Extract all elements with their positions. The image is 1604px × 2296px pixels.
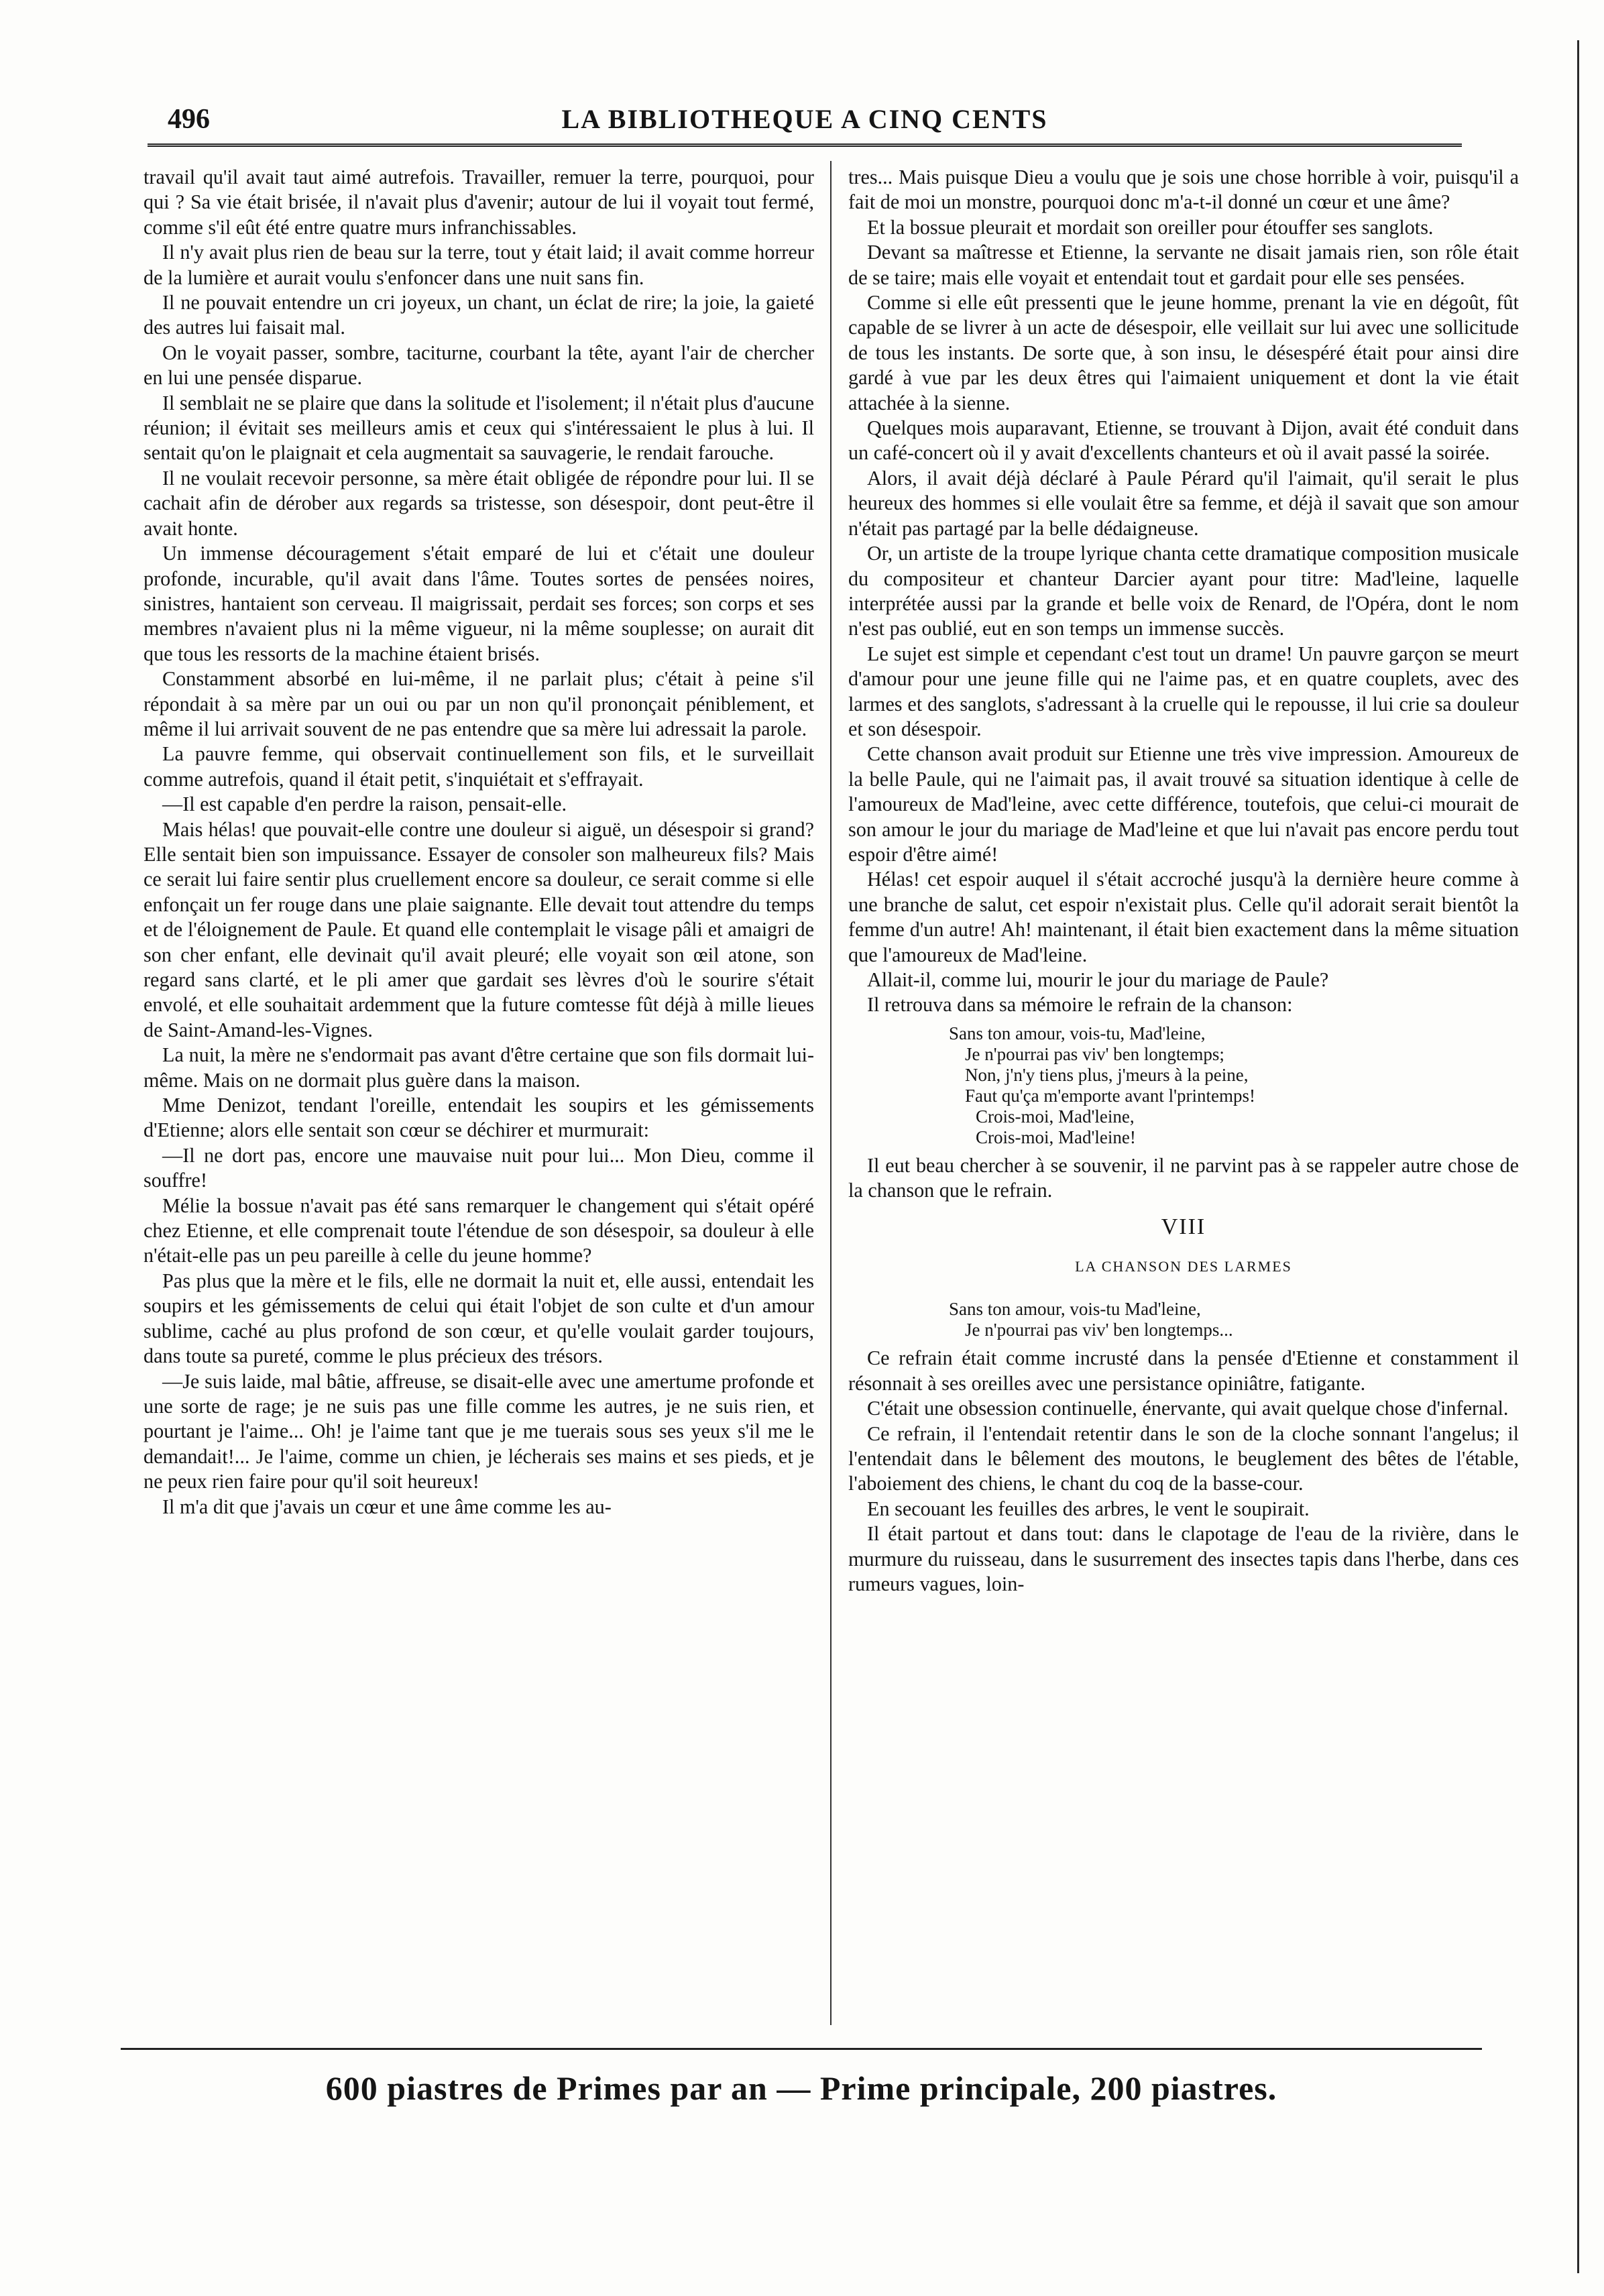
paragraph: C'était une obsession continuelle, énervante, qui avait quelque chose d'infernal. [867, 1397, 1509, 1420]
left-column [144, 165, 814, 2022]
paragraph: Or, un artiste de la troupe lyrique chanta cette dramatique composition musicale du compositeur et chanteur Darcier ayant pour titre: Mad'leine, laquelle interprétée aussi par la grande et belle voix de Renard, de l'Opéra, dont le nom n'est pas oublié, eut en son temps un immense succès. [848, 542, 1519, 640]
verse-line: Non, j'n'y tiens plus, j'meurs à la peine, [965, 1064, 1249, 1085]
page-edge-line [1577, 40, 1579, 2273]
paragraph: Mme Denizot, tendant l'oreille, entendait les soupirs et les gémissements d'Etienne; alors elle sentait son cœur se déchirer et murmurait: [144, 1094, 814, 1142]
verse-line: Crois-moi, Mad'leine! [976, 1127, 1136, 1147]
right-column [848, 165, 1519, 2022]
paragraph: Et la bossue pleurait et mordait son oreiller pour étouffer ses sanglots. [867, 215, 1434, 239]
header-rule [148, 144, 1462, 147]
paragraph: On le voyait passer, sombre, taciturne, courbant la tête, ayant l'air de chercher en lui une pensée disparue. [144, 341, 814, 390]
paragraph: Il ne voulait recevoir personne, sa mère était obligée de répondre pour lui. Il se cachait afin de dérober aux regards sa tristesse, son désespoir, dont peut-être il avait honte. [144, 466, 814, 540]
verse-line: Je n'pourrai pas viv' ben longtemps... [965, 1320, 1233, 1340]
paragraph: Un immense découragement s'était emparé de lui et c'était une douleur profonde, incurable, qu'il avait dans l'âme. Toutes sortes de pensées noires, sinistres, hantaient son cerveau. Il maigrissait, perdait ses forces; son corps et ses membres n'avaient plus ni la même vigueur, ni la même souplesse; on aurait dit que tous les ressorts de la machine étaient brisés. [144, 542, 814, 665]
page-number: 496 [168, 104, 210, 135]
paragraph: —Il est capable d'en perdre la raison, pensait-elle. [162, 793, 567, 816]
verse-line: Je n'pourrai pas viv' ben longtemps; [965, 1043, 1224, 1064]
paragraph: —Il ne dort pas, encore une mauvaise nuit pour lui... Mon Dieu, comme il souffre! [144, 1143, 814, 1192]
paragraph: En secouant les feuilles des arbres, le vent le soupirait. [867, 1497, 1310, 1520]
paragraph: Il n'y avait plus rien de beau sur la terre, tout y était laid; il avait comme horreur de la lumière et aurait voulu s'enfoncer dans une nuit sans fin. [144, 241, 814, 289]
paragraph: Ce refrain était comme incrusté dans la pensée d'Etienne et constamment il résonnait à ses oreilles avec une persistance opiniâtre, fatigante. [848, 1346, 1519, 1395]
footer-advertisement: 600 piastres de Primes par an — Prime principale, 200 piastres. [325, 2069, 1277, 2107]
paragraph: La pauvre femme, qui observait continuellement son fils, et le surveillait comme autrefois, quand il était petit, s'inquiétait et s'effrayait. [144, 742, 814, 791]
paragraph: Mélie la bossue n'avait pas été sans remarquer le changement qui s'était opéré chez Etienne, et elle comprenait toute l'étendue de son désespoir, sa douleur à elle n'était-elle pas un peu pareille à celle du jeune homme? [144, 1194, 814, 1267]
verse-line: Sans ton amour, vois-tu Mad'leine, [949, 1299, 1201, 1320]
paragraph: Devant sa maîtresse et Etienne, la servante ne disait jamais rien, son rôle était de se taire; mais elle voyait et entendait tout et gardait pour elle ses pensées. [848, 241, 1519, 289]
footer-rule [121, 2048, 1482, 2050]
paragraph: Allait-il, comme lui, mourir le jour du mariage de Paule? [867, 968, 1329, 991]
paragraph: tres... Mais puisque Dieu a voulu que je sois une chose horrible à voir, puisqu'il a fait de moi un monstre, pourquoi donc m'a-t-il donné un cœur et une âme? [848, 166, 1519, 214]
page-header [148, 101, 1462, 138]
chapter-number: VIII [1161, 1214, 1206, 1239]
paragraph: Pas plus que la mère et le fils, elle ne dormait la nuit et, elle aussi, entendait les soupirs et les gémissements de celui qui était l'objet de son culte et d'un amour sublime, caché au plus profond de son cœur, et qu'elle voulait garder toujours, dans toute sa pureté, comme le plus précieux des trésors. [144, 1269, 814, 1368]
paragraph: Comme si elle eût pressenti que le jeune homme, prenant la vie en dégoût, fût capable de se livrer à un acte de désespoir, elle veillait sur lui avec une sollicitude de tous les instants. De sorte que, à son insu, le désespéré était pour ainsi dire gardé à vue par les deux êtres qui l'aimaient uniquement et dont la vie était attachée à la sienne. [848, 291, 1519, 414]
paragraph: Le sujet est simple et cependant c'est tout un drame! Un pauvre garçon se meurt d'amour pour une jeune fille qui ne l'aime pas, et en quatre couplets, avec des larmes et des sanglots, s'adressant à la cruelle qui le repousse, il lui crie sa douleur et son désespoir. [848, 642, 1519, 740]
verse-line: Faut qu'ça m'emporte avant l'printemps! [965, 1085, 1255, 1106]
paragraph: Il semblait ne se plaire que dans la solitude et l'isolement; il n'était plus d'aucune réunion; il évitait ses meilleurs amis et ceux qui s'intéressaient le plus à lui. Il sentait qu'on le plaignait et cela augmentait sa sauvagerie, le rendait farouche. [144, 391, 814, 465]
verse-line: Crois-moi, Mad'leine, [976, 1106, 1135, 1127]
paragraph: —Je suis laide, mal bâtie, affreuse, se disait-elle avec une amertume profonde et une sorte de rage; je ne suis pas une fille comme les autres, je ne suis rien, et pourtant je l'aime... Oh! je l'aime tant que je me tuerais sous ses yeux s'il me le demandait!... Je l'aime, comme un chien, je lécherais ses mains et ses pieds, et je ne peux rien faire pour qu'il soit heureux! [144, 1369, 814, 1493]
paragraph: Il eut beau chercher à se souvenir, il ne parvint pas à se rappeler autre chose de la chanson que le refrain. [848, 1153, 1519, 1202]
song-refrain [949, 1023, 1519, 1148]
running-title: LA BIBLIOTHEQUE A CINQ CENTS [561, 104, 1048, 134]
paragraph: Il retrouva dans sa mémoire le refrain de la chanson: [867, 993, 1293, 1017]
paragraph: Ce refrain, il l'entendait retentir dans le son de la cloche sonnant l'angelus; il l'entendait dans le bêlement des moutons, le beuglement des bêtes de l'étable, l'aboiement des chiens, le chant du coq de la basse-cour. [848, 1422, 1519, 1495]
column-rule [830, 161, 832, 2025]
paragraph: Il ne pouvait entendre un cri joyeux, un chant, un éclat de rire; la joie, la gaieté des autres lui faisait mal. [144, 291, 814, 339]
paragraph: Hélas! cet espoir auquel il s'était accroché jusqu'à la dernière heure comme à une branche de salut, cet espoir n'existait plus. Celle qu'il adorait serait bientôt la femme d'un autre! Ah! maintenant, il était bien exactement dans la même situation que l'amoureux de Mad'leine. [848, 868, 1519, 966]
chapter-title: LA CHANSON DES LARMES [1075, 1258, 1292, 1275]
paragraph: Cette chanson avait produit sur Etienne une très vive impression. Amoureux de la belle Paule, qui ne l'aimait pas, il avait trouvé sa situation identique à celle de l'amoureux de Mad'leine, avec cette différence, toutefois, que celui-ci mourait de son amour le jour du mariage de Mad'leine et que lui n'avait pas encore perdu tout espoir d'être aimé! [848, 742, 1519, 866]
paragraph: Quelques mois auparavant, Etienne, se trouvant à Dijon, avait été conduit dans un café-concert où il y avait d'excellents chanteurs et où il avait passé la soirée. [848, 416, 1519, 465]
paragraph: Constamment absorbé en lui-même, il ne parlait plus; c'était à peine s'il répondait à sa mère par un oui ou par un non qu'il prononçait péniblement, et même il lui arrivait souvent de ne pas entendre que sa mère lui adressait la parole. [144, 667, 814, 740]
paragraph: La nuit, la mère ne s'endormait pas avant d'être certaine que son fils dormait lui-même. Mais on ne dormait plus guère dans la maison. [144, 1043, 814, 1092]
paragraph: Il m'a dit que j'avais un cœur et une âme comme les au- [162, 1495, 612, 1518]
chapter-verse [949, 1299, 1519, 1340]
paragraph: Alors, il avait déjà déclaré à Paule Pérard qu'il l'aimait, qu'il serait le plus heureux des hommes si elle voulait être sa femme, et déjà il savait que son amour n'était pas partagé par la belle dédaigneuse. [848, 466, 1519, 540]
paragraph: travail qu'il avait taut aimé autrefois. Travailler, remuer la terre, pourquoi, pour qui ? Sa vie était brisée, il n'avait plus d'avenir; autour de lui il voyait tout fermé, comme s'il eût été entre quatre murs infranchissables. [144, 166, 814, 239]
verse-line: Sans ton amour, vois-tu, Mad'leine, [949, 1023, 1206, 1043]
paragraph: Mais hélas! que pouvait-elle contre une douleur si aiguë, un désespoir si grand? Elle sentait bien son impuissance. Essayer de consoler son malheureux fils? Mais ce serait lui faire sentir plus cruellement encore sa douleur, ce serait comme si elle enfonçait un fer rouge dans une plaie saignante. Elle devait tout attendre du temps et de l'éloignement de Paule. Et quand elle contemplait le visage pâli et amaigri de son cher enfant, elle devinait qu'il avait pleuré; elle voyait son œil atone, son regard sans clarté, et le pli amer que gardait ses lèvres d'où le sourire s'était envolé, et elle souhaitait ardemment que la future comtesse fût déjà à mille lieues de Saint-Amand-les-Vignes. [144, 817, 814, 1041]
paragraph: Il était partout et dans tout: dans le clapotage de l'eau de la rivière, dans le murmure du ruisseau, dans le susurrement des insectes tapis dans l'herbe, dans ces rumeurs vagues, loin- [848, 1522, 1519, 1596]
